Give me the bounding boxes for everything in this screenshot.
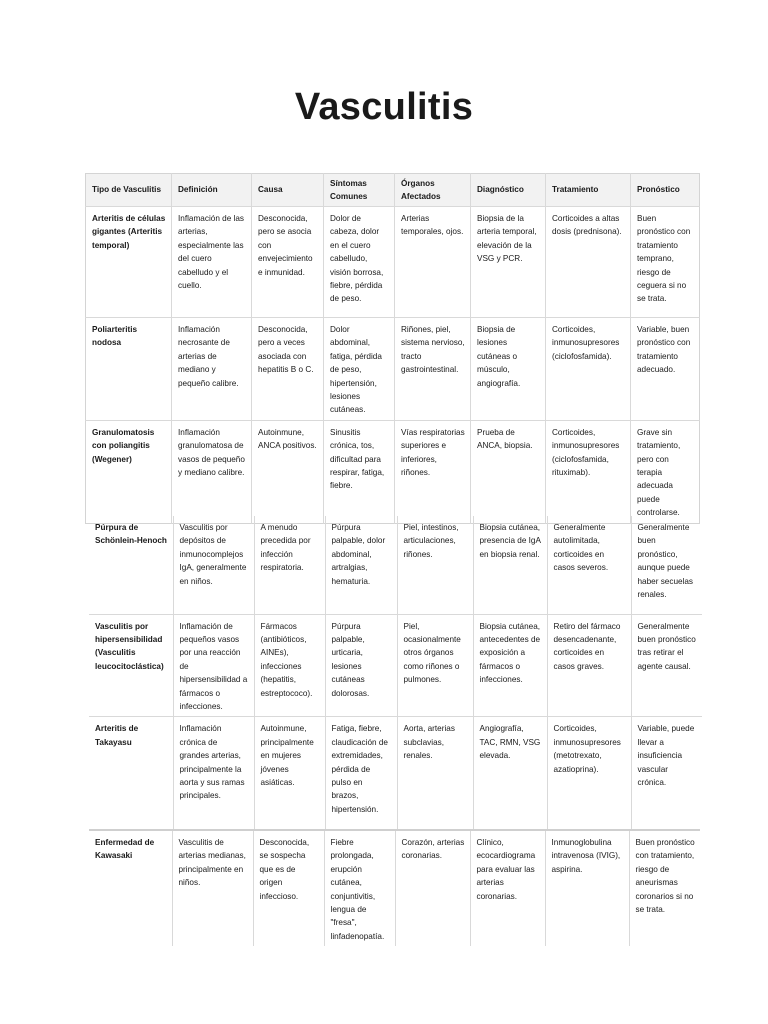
table-header-row: [86, 174, 700, 207]
header-cell: Tipo de Vasculitis: [86, 174, 172, 207]
table-cell: Vasculitis de arterias medianas, principalmente en niños.: [172, 830, 253, 946]
table-cell: Inflamación crónica de grandes arterias, principalmente la aorta y sus ramas principales.: [173, 717, 254, 829]
table-cell: Prueba de ANCA, biopsia.: [471, 420, 546, 523]
table-cell: Desconocida, pero se asocia con envejecimiento e inmunidad.: [252, 207, 324, 318]
table-cell: Aorta, arterias subclavias, renales.: [397, 717, 473, 829]
table-row: [86, 318, 700, 421]
table-cell: Autoinmune, principalmente en mujeres jóvenes asiáticas.: [254, 717, 325, 829]
table-cell: Biopsia cutánea, presencia de IgA en biopsia renal.: [473, 516, 547, 614]
table-cell: Variable, puede llevar a insuficiencia vascular crónica.: [637, 724, 695, 787]
table-cell: Fiebre prolongada, erupción cutánea, conjuntivitis, lengua de "fresa", linfadenopatía.: [324, 830, 395, 946]
table-row: [89, 830, 700, 946]
table-cell: Inflamación de pequeños vasos por una reacción de hipersensibilidad a fármacos o infecciones.: [173, 614, 254, 717]
table-cell: Corticoides, inmunosupresores (ciclofosfamida).: [546, 318, 631, 421]
table-cell: Desconocida, se sospecha que es de origen infeccioso.: [253, 830, 324, 946]
table-cell: Púrpura palpable, dolor abdominal, artralgias, hematuria.: [325, 516, 397, 614]
header-cell: Diagnóstico: [471, 174, 546, 207]
table-cell: Corticoides, inmunosupresores (metotrexato, azatioprina).: [547, 717, 631, 829]
table-cell: Inflamación granulomatosa de vasos de pequeño y mediano calibre.: [172, 420, 252, 523]
table-cell: Riñones, piel, sistema nervioso, tracto gastrointestinal.: [395, 318, 471, 421]
vasculitis-table-part-1: [85, 173, 700, 524]
table-cell: Corticoides a altas dosis (prednisona).: [546, 207, 631, 318]
table-cell: Generalmente buen pronóstico, aunque puede haber secuelas renales.: [631, 516, 702, 614]
table-cell-type: Granulomatosis con poliangitis (Wegener): [86, 420, 172, 523]
table-cell: Dolor abdominal, fatiga, pérdida de peso, hipertensión, lesiones cutáneas.: [324, 318, 395, 421]
table-cell: Sinusitis crónica, tos, dificultad para respirar, fatiga, fiebre.: [324, 420, 395, 523]
table-cell: Generalmente autolimitada, corticoides en casos severos.: [547, 516, 631, 614]
table-cell: Arterias temporales, ojos.: [395, 207, 471, 318]
table-cell: A menudo precedida por infección respiratoria.: [254, 516, 325, 614]
table-cell: Inflamación necrosante de arterias de mediano y pequeño calibre.: [172, 318, 252, 421]
table-cell: Generalmente buen pronóstico tras retirar el agente causal.: [631, 614, 702, 717]
table-cell-type: Arteritis de células gigantes (Arteritis temporal): [86, 207, 172, 318]
table-cell: Corazón, arterias coronarias.: [395, 830, 470, 946]
table-row: [89, 614, 702, 717]
table-cell: Fármacos (antibióticos, AINEs), infecciones (hepatitis, estreptococo).: [254, 614, 325, 717]
vasculitis-table-part-2: [89, 516, 702, 829]
table-cell: Retiro del fármaco desencadenante, corticoides en casos graves.: [547, 614, 631, 717]
header-cell: Síntomas Comunes: [324, 174, 395, 207]
table-cell: Piel, ocasionalmente otros órganos como riñones o pulmones.: [397, 614, 473, 717]
header-cell: Tratamiento: [546, 174, 631, 207]
table-cell: Desconocida, pero a veces asociada con hepatitis B o C.: [252, 318, 324, 421]
table-cell: Clínico, ecocardiograma para evaluar las arterias coronarias.: [470, 830, 545, 946]
table-cell: Biopsia cutánea, antecedentes de exposición a fármacos o infecciones.: [473, 614, 547, 717]
table-cell: Fatiga, fiebre, claudicación de extremidades, pérdida de pulso en brazos, hipertensión.: [325, 717, 397, 829]
vasculitis-table-part-3: [89, 829, 700, 946]
table-cell: Variable, buen pronóstico con tratamiento adecuado.: [631, 318, 700, 421]
table-cell: Corticoides, inmunosupresores (ciclofosfamida, rituximab).: [546, 420, 631, 523]
table-cell-type: Enfermedad de Kawasaki: [89, 830, 172, 946]
table-cell-type: Púrpura de Schönlein-Henoch: [89, 516, 173, 614]
table-cell-type: Arteritis de Takayasu: [89, 717, 173, 829]
table-row: [89, 717, 702, 829]
header-cell: Definición: [172, 174, 252, 207]
table-row: [86, 420, 700, 523]
table-cell: Biopsia de lesiones cutáneas o músculo, angiografía.: [471, 318, 546, 421]
table-cell: Biopsia de la arteria temporal, elevación de la VSG y PCR.: [471, 207, 546, 318]
table-cell: Dolor de cabeza, dolor en el cuero cabelludo, visión borrosa, fiebre, pérdida de peso.: [324, 207, 395, 318]
table-cell: Buen pronóstico con tratamiento temprano, riesgo de ceguera si no se trata.: [631, 207, 700, 318]
table-cell: Vías respiratorias superiores e inferiores, riñones.: [395, 420, 471, 523]
header-cell: Pronóstico: [631, 174, 700, 207]
table-row: [89, 516, 702, 614]
table-cell: Púrpura palpable, urticaria, lesiones cutáneas dolorosas.: [325, 614, 397, 717]
table-cell: Inmunoglobulina intravenosa (IVIG), aspirina.: [545, 830, 629, 946]
table-cell: Angiografía, TAC, RMN, VSG elevada.: [473, 717, 547, 829]
header-cell: Órganos Afectados: [395, 174, 471, 207]
table-cell: Vasculitis por depósitos de inmunocomplejos IgA, generalmente en niños.: [173, 516, 254, 614]
table-cell: Piel, intestinos, articulaciones, riñones.: [397, 516, 473, 614]
table-cell: Buen pronóstico con tratamiento, riesgo de aneurismas coronarios si no se trata.: [635, 838, 695, 915]
header-cell: Causa: [252, 174, 324, 207]
table-cell-type: Vasculitis por hipersensibilidad (Vasculitis leucocitoclástica): [89, 614, 173, 717]
table-cell: Autoinmune, ANCA positivos.: [252, 420, 324, 523]
page-title: Vasculitis: [294, 86, 474, 128]
table-cell-type: Poliarteritis nodosa: [86, 318, 172, 421]
table-row: [86, 207, 700, 318]
table-cell: Inflamación de las arterias, especialmente las del cuero cabelludo y el cuello.: [172, 207, 252, 318]
table-cell: Grave sin tratamiento, pero con terapia adecuada puede controlarse.: [637, 427, 681, 518]
